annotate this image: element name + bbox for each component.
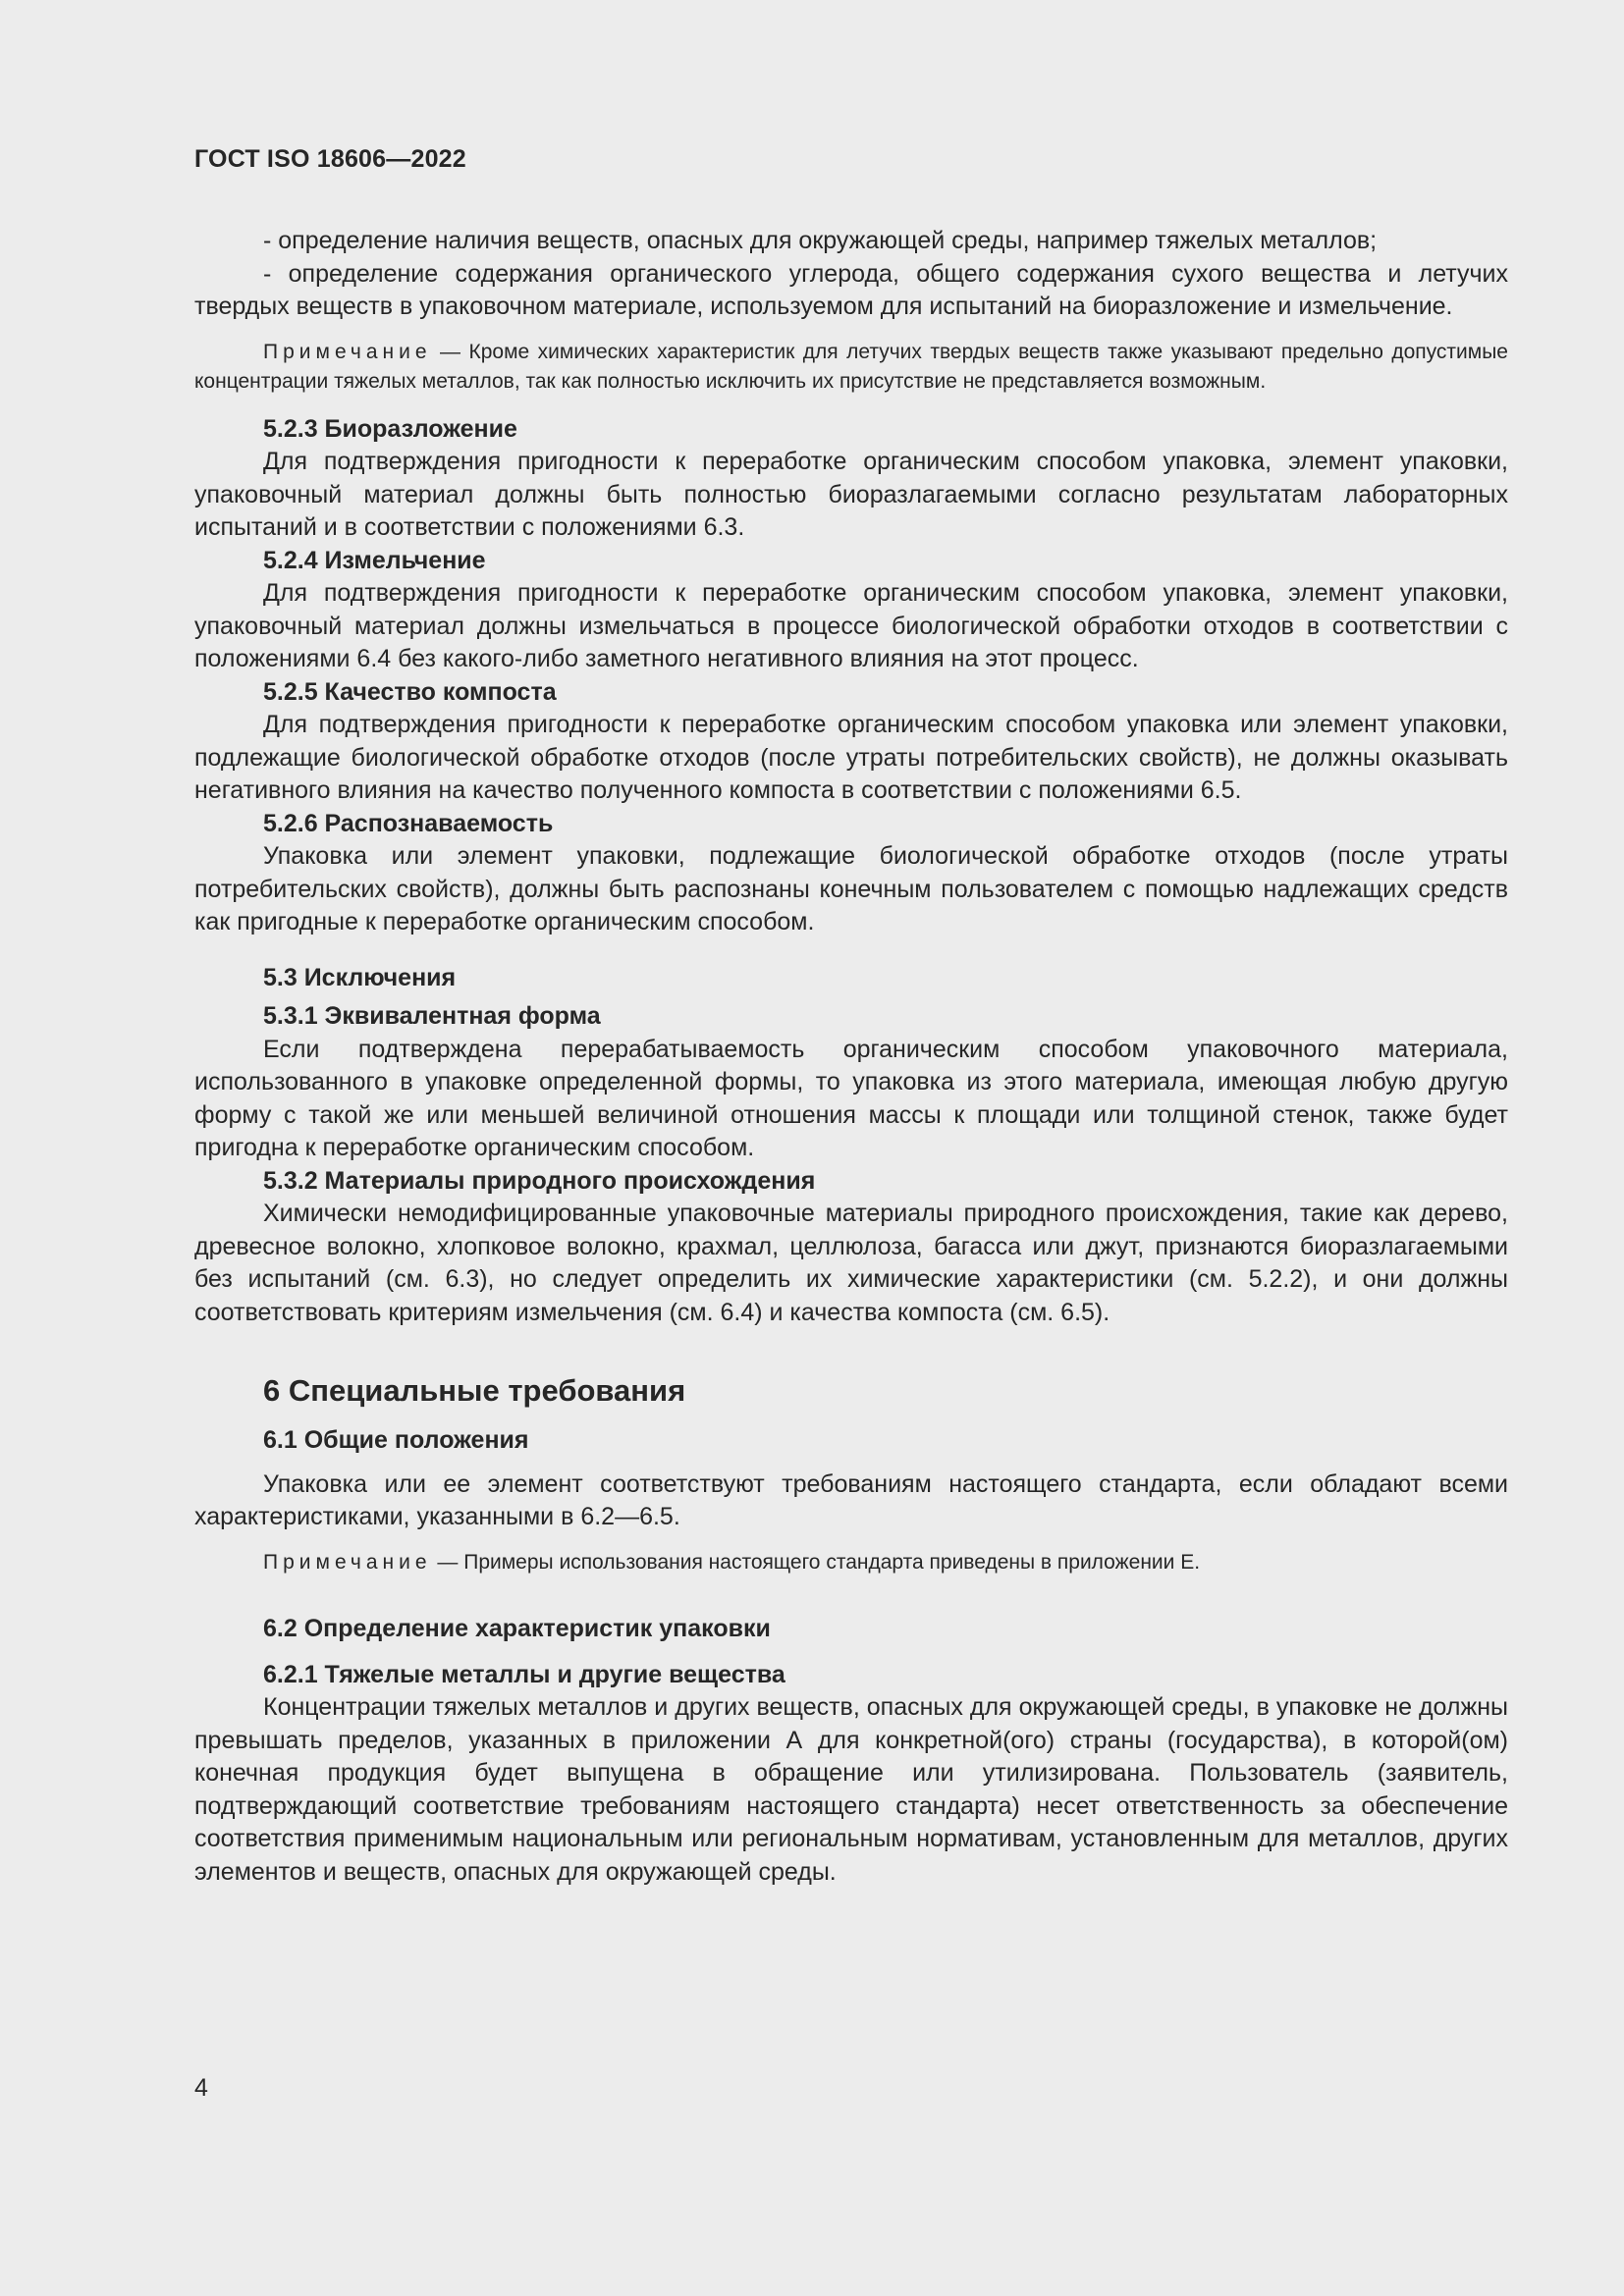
paragraph-5-2-6: Упаковка или элемент упаковки, подлежащие биологической обработке отходов (после утраты потребительских свойств), должны быть распознаны конечным пользователем с помощью надлежащих средств как пригодные к переработке органическим способом. [194,842,1508,935]
heading-5-2-4: 5.2.4 Измельчение [263,546,486,574]
document-page [194,0,1508,2296]
paragraph-5-2-5: Для подтверждения пригодности к переработке органическим способом упаковка или элемент упаковки, подлежащие биологической обработке отходов (после утраты потребительских свойств), не должны оказывать негативного влияния на качество полученного компоста в соответствии с положениями 6.5. [194,711,1508,804]
bullet-hazardous-substances: - определение наличия веществ, опасных для окружающей среды, например тяжелых металлов; [263,227,1378,254]
page-number: 4 [194,2074,208,2102]
paragraph-5-2-3: Для подтверждения пригодности к переработке органическим способом упаковка, элемент упаковки, упаковочный материал должны быть полностью биоразлагаемыми согласно результатам лабораторных испытаний и в соответствии с положениями 6.3. [194,448,1508,541]
note-label: Примечание [263,1550,432,1574]
document-body [194,225,1508,1889]
heading-5-2-3: 5.2.3 Биоразложение [263,414,517,443]
heading-5-3-1: 5.3.1 Эквивалентная форма [263,1002,601,1030]
bullet-organic-carbon: - определение содержания органического углерода, общего содержания сухого вещества и летучих твердых веществ в упаковочном материале, используемом для испытаний на биоразложение и измельчение. [194,259,1508,320]
heading-5-3: 5.3 Исключения [263,963,457,991]
note-appendix-e [194,1548,1508,1578]
heading-6-1: 6.1 Общие положения [263,1426,529,1454]
note-text: — Кроме химических характеристик для летучих твердых веществ также указывают предельно допустимые концентрации тяжелых металлов, так как полностью исключить их присутствие не представляется возможным. [194,340,1508,393]
note-label: Примечание [263,340,432,363]
heading-5-2-5: 5.2.5 Качество компоста [263,677,557,706]
paragraph-5-3-1: Если подтверждена перерабатываемость органическим способом упаковочного материала, использованного в упаковке определенной формы, то упаковка из этого материала, имеющая любую другую форму с такой же или меньшей величиной отношения массы к площади или толщиной стенок, также будет пригодна к переработке органическим способом. [194,1035,1508,1161]
paragraph-6-1: Упаковка или ее элемент соответствуют требованиям настоящего стандарта, если обладают всеми характеристиками, указанными в 6.2—6.5. [194,1469,1508,1530]
note-heavy-metals [194,338,1508,398]
heading-6: 6 Специальные требования [263,1373,686,1408]
heading-5-2-6: 5.2.6 Распознаваемость [263,809,554,837]
note-text: — Примеры использования настоящего стандарта приведены в приложении Е. [431,1550,1201,1574]
paragraph-6-2-1: Концентрации тяжелых металлов и других веществ, опасных для окружающей среды, в упаковке не должны превышать пределов, указанных в приложении А для конкретной(ого) страны (государства), в которой(ом) конечная продукция будет выпущена в обращение или утилизирована. Пользователь (заявитель, подтверждающий соответствие требованиям настоящего стандарта) несет ответственность за обеспечение соответствия применимым национальным или региональным нормативам, установленным для металлов, других элементов и веществ, опасных для окружающей среды. [194,1693,1508,1886]
paragraph-5-3-2: Химически немодифицированные упаковочные материалы природного происхождения, такие как дерево, древесное волокно, хлопковое волокно, крахмал, целлюлоза, багасса или джут, признаются биоразлагаемыми без испытаний (см. 6.3), но следует определить их химические характеристики (см. 5.2.2), и они должны соответствовать критериям измельчения (см. 6.4) и качества компоста (см. 6.5). [194,1200,1508,1326]
document-header: ГОСТ ISO 18606—2022 [194,145,466,173]
heading-5-3-2: 5.3.2 Материалы природного происхождения [263,1166,816,1195]
paragraph-5-2-4: Для подтверждения пригодности к переработке органическим способом упаковка, элемент упаковки, упаковочный материал должны измельчаться в процессе биологической обработки отходов в соответствии с положениями 6.4 без какого-либо заметного негативного влияния на этот процесс. [194,579,1508,672]
heading-6-2-1: 6.2.1 Тяжелые металлы и другие вещества [263,1660,785,1688]
heading-6-2: 6.2 Определение характеристик упаковки [263,1615,771,1642]
